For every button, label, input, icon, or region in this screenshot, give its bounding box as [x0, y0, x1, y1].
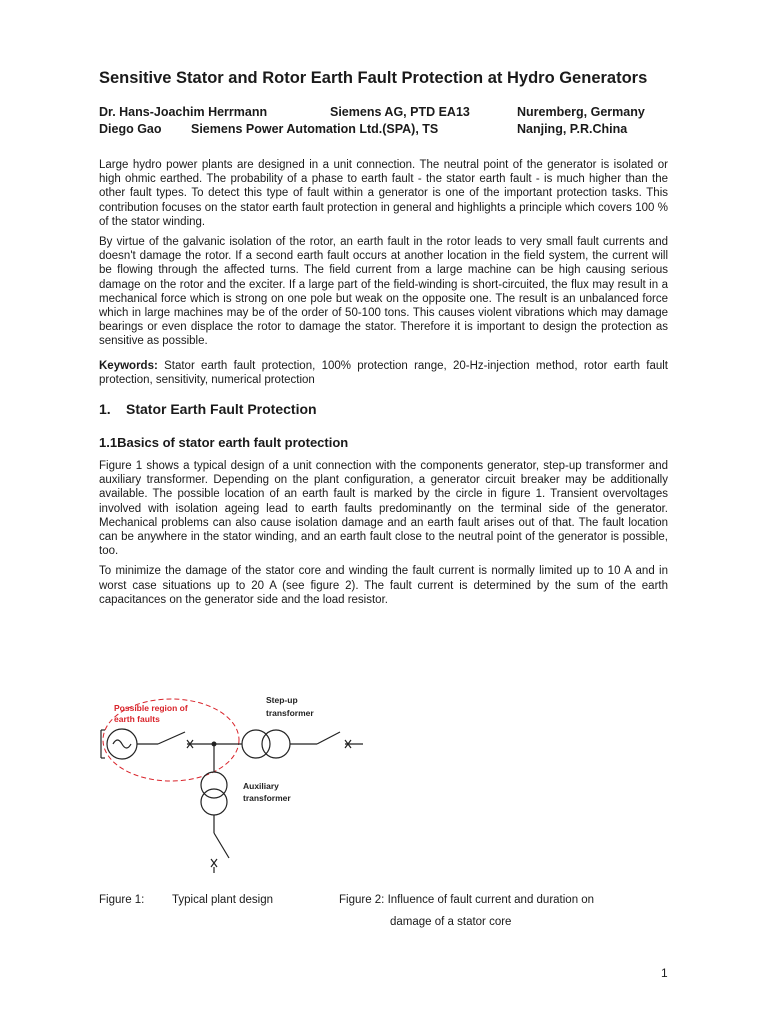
figure-2-caption	[339, 893, 639, 929]
figure-2-caption-line: damage of a stator core	[390, 916, 512, 928]
section-title: Stator Earth Fault Protection	[126, 401, 317, 418]
keywords-label: Keywords:	[99, 359, 158, 372]
keywords	[99, 359, 668, 387]
paper-page	[99, 68, 668, 613]
author-org: Siemens AG, PTD EA13	[330, 105, 470, 119]
author-org: Siemens Power Automation Ltd.(SPA), TS	[191, 122, 439, 136]
aux-label: Auxiliary	[243, 781, 279, 791]
aux-breaker-switch	[214, 833, 229, 858]
section-number: 1.	[99, 401, 111, 418]
abstract-paragraph: Large hydro power plants are designed in a unit connection. The neutral point of the generator is isolated or high ohmic earthed. The probability of a phase to earth fault - the stator earth fault - is much higher than the other fault types. To detect this type of fault within a generator is one of the important protection tasks. This contribution focuses on the stator earth fault protection in general and highlights a principle which covers 100 % of the stator winding.	[99, 159, 668, 228]
section-heading	[99, 400, 668, 418]
plant-diagram-svg	[95, 688, 375, 873]
author-location: Nanjing, P.R.China	[517, 122, 628, 136]
keywords-text: Stator earth fault protection, 100% protection range, 20-Hz-injection method, rotor earth fault protection, sensitivity, numerical protection	[99, 359, 668, 386]
author-location: Nuremberg, Germany	[517, 105, 645, 119]
author-name: Diego Gao	[99, 122, 162, 136]
author-row	[99, 121, 668, 138]
author-row	[99, 104, 668, 121]
figure-1-label: Figure 1:	[99, 894, 145, 906]
paper-title: Sensitive Stator and Rotor Earth Fault Protection at Hydro Generators	[99, 69, 648, 87]
body-paragraph: To minimize the damage of the stator core and winding the fault current is normally limited up to 10 A and in worst case situations up to 20 A (see figure 2). The fault current is determined by the sum of the earth capacitances on the generator side and the load resistor.	[99, 565, 668, 606]
fault-region-label: earth faults	[114, 714, 160, 724]
stepup-label: transformer	[266, 708, 314, 718]
author-name: Dr. Hans-Joachim Herrmann	[99, 105, 268, 119]
figure-1-diagram	[95, 688, 375, 873]
output-breaker-switch	[317, 732, 340, 744]
breaker-cross-icon	[211, 859, 217, 867]
aux-transformer-symbol	[201, 772, 227, 798]
aux-label: transformer	[243, 793, 291, 803]
stepup-label: Step-up	[266, 695, 298, 705]
abstract-paragraph: By virtue of the galvanic isolation of the rotor, an earth fault in the rotor leads to very small fault currents and doesn't damage the rotor. If a second earth fault occurs at another location in the field system, the current will be flowing through the affected turns. The field current from a large machine can be high causing serious damage on the rotor and the exciter. If a large part of the field-winding is short-circuited, the flux may result in a mechanical force which is strong on one pole but weak on the opposite one. The result is an unbalanced force which in large machines may be of the order of 50-100 tons. This causes violent vibrations which may damage bearings or even displace the rotor to damage the stator. Therefore it is important to design the protection as sensitive as possible.	[99, 236, 668, 348]
fault-region-label: Possible region of	[114, 703, 188, 713]
body-paragraph: Figure 1 shows a typical design of a unit connection with the components generator, step-up transformer and auxiliary transformer. Depending on the plant configuration, a generator circuit breaker may be additionally available. The possible location of an earth fault is marked by the circle in figure 1. Transient overvoltages involved with isolation ageing lead to earth faults predominantly on the terminal side of the generator. Mechanical problems can also cause isolation damage and an earth fault arises out of that. The fault location can be anywhere in the stator winding, and an earth fault close to the neutral point of the generator is possible, too.	[99, 460, 668, 558]
figure-1-title: Typical plant design	[172, 894, 274, 906]
generator-sine-icon	[113, 740, 131, 748]
subsection-title: Basics of stator earth fault protection	[117, 435, 349, 451]
figure-1-caption	[99, 893, 274, 907]
generator-breaker-switch	[158, 732, 185, 744]
page-number: 1	[661, 966, 668, 980]
subsection-number: 1.1	[99, 435, 118, 451]
figure-2-caption-line: Figure 2: Influence of fault current and duration on	[339, 894, 595, 906]
subsection-heading	[99, 434, 668, 451]
author-block	[99, 104, 668, 138]
